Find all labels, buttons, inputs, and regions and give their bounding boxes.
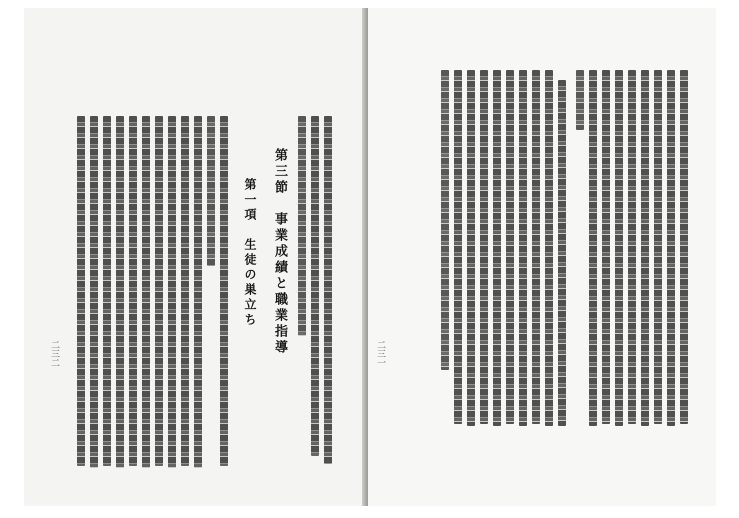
text-line bbox=[90, 116, 98, 468]
text-line bbox=[116, 116, 124, 468]
text-line bbox=[506, 70, 514, 424]
text-line bbox=[220, 116, 228, 466]
text-line bbox=[168, 116, 176, 468]
text-line bbox=[532, 70, 540, 424]
text-line bbox=[628, 70, 636, 424]
text-line bbox=[298, 116, 306, 336]
text-line bbox=[545, 70, 553, 426]
text-line bbox=[77, 116, 85, 466]
text-line bbox=[654, 70, 662, 424]
text-line bbox=[181, 116, 189, 466]
text-line bbox=[441, 70, 449, 370]
text-line bbox=[493, 70, 501, 426]
left-page bbox=[24, 8, 368, 506]
right-page bbox=[368, 8, 716, 506]
section-heading: 第三節 事業成績と職業指導 bbox=[272, 148, 287, 356]
text-line bbox=[558, 80, 566, 426]
scanned-book-spread bbox=[24, 8, 716, 506]
text-line bbox=[589, 70, 597, 426]
text-line bbox=[103, 116, 111, 466]
text-line bbox=[311, 116, 319, 456]
text-line bbox=[324, 116, 332, 464]
text-line bbox=[576, 70, 584, 130]
text-line bbox=[667, 70, 675, 426]
text-line bbox=[207, 116, 215, 266]
text-line bbox=[142, 116, 150, 468]
page-number-right: 二三一 bbox=[375, 340, 385, 367]
text-line bbox=[454, 70, 462, 424]
text-line bbox=[680, 70, 688, 424]
text-line bbox=[480, 70, 488, 424]
subsection-heading: 第一項 生徒の巣立ち bbox=[243, 178, 257, 328]
text-line bbox=[602, 70, 610, 424]
text-line bbox=[155, 116, 163, 466]
text-line bbox=[467, 70, 475, 426]
text-line bbox=[641, 70, 649, 426]
text-line bbox=[194, 116, 202, 468]
text-line bbox=[519, 70, 527, 426]
text-line bbox=[615, 70, 623, 426]
text-line bbox=[129, 116, 137, 466]
page-number-left: 二三二 bbox=[49, 340, 59, 367]
